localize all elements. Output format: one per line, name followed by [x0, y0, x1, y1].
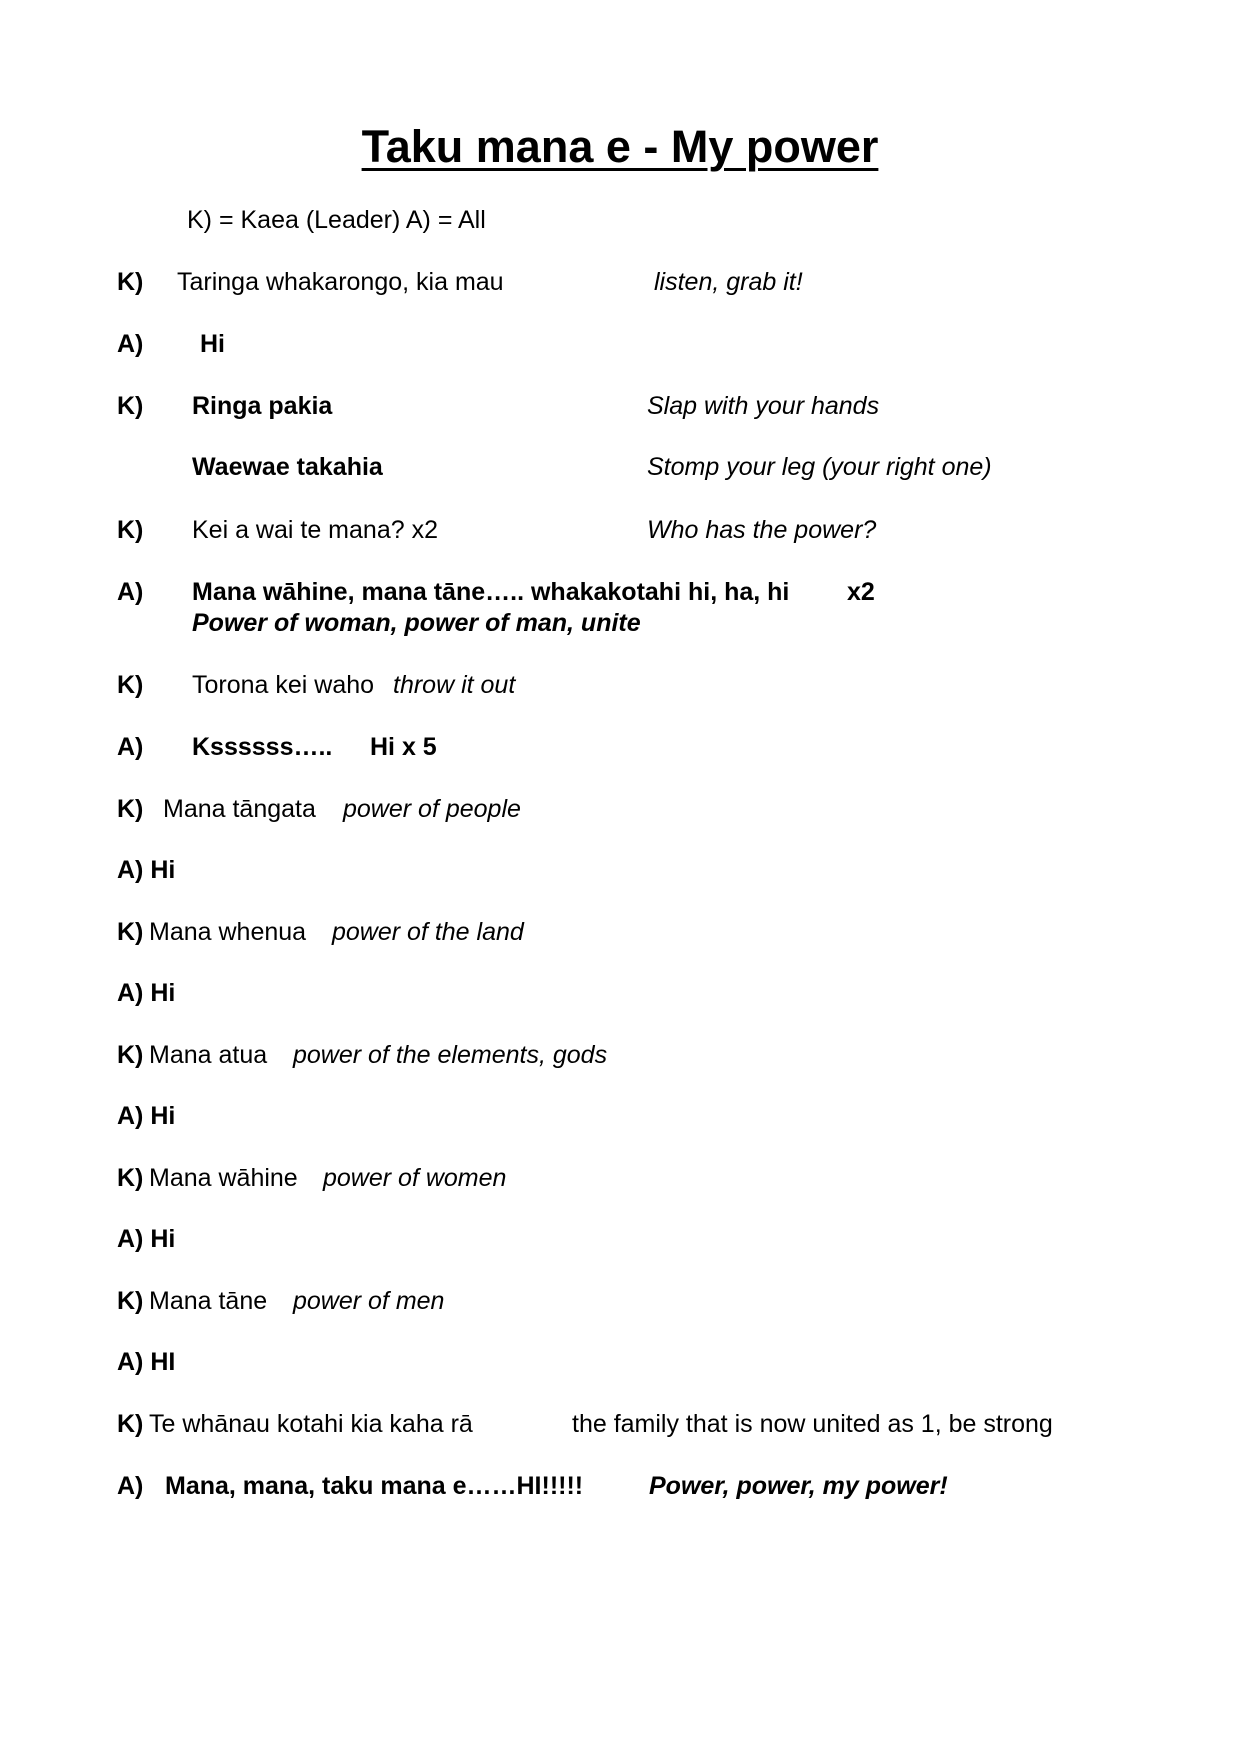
- lyric-text: Mana wāhine: [149, 1164, 298, 1192]
- speaker-label: K): [117, 795, 144, 823]
- lyric-text: Mana tāngata: [163, 795, 316, 823]
- lyric-text: Mana atua: [149, 1041, 268, 1069]
- lyric-translation: throw it out: [393, 671, 516, 699]
- lyric-text: Mana, mana, taku mana e……HI!!!!!: [165, 1472, 584, 1500]
- response-line: A) HI: [117, 1348, 176, 1376]
- lyric-translation: the family that is now united as 1, be strong: [572, 1410, 1053, 1438]
- lyric-translation: Power, power, my power!: [649, 1472, 948, 1500]
- lyric-translation: Slap with your hands: [647, 392, 880, 420]
- lyric-text: Mana whenua: [149, 918, 307, 946]
- lyric-translation: Who has the power?: [647, 516, 877, 544]
- lyric-translation: Power of woman, power of man, unite: [192, 609, 641, 637]
- speaker-label: A): [117, 733, 144, 761]
- document-title: Taku mana e - My power: [361, 121, 879, 172]
- lyric-text: Ringa pakia: [192, 392, 333, 420]
- response-line: A) Hi: [117, 1102, 176, 1130]
- response-line: A) Hi: [117, 979, 176, 1007]
- speaker-label: K): [117, 918, 144, 946]
- lyric-text: Mana wāhine, mana tāne….. whakakotahi hi, ha, hi: [192, 578, 790, 606]
- lyric-text: Te whānau kotahi kia kaha rā: [149, 1410, 473, 1438]
- lyric-translation: power of men: [293, 1287, 445, 1315]
- speaker-label: K): [117, 1164, 144, 1192]
- response-line: A) Hi: [117, 1225, 176, 1253]
- speaker-label: K): [117, 392, 144, 420]
- speaker-label: A): [117, 578, 144, 606]
- lyric-text: Taringa whakarongo, kia mau: [177, 268, 504, 296]
- response-line: A) Hi: [117, 856, 176, 884]
- lyric-text: Hi: [200, 330, 225, 358]
- speaker-label: K): [117, 1287, 144, 1315]
- speaker-label: K): [117, 1410, 144, 1438]
- lyric-translation: power of the land: [332, 918, 524, 946]
- lyric-extra: Hi x 5: [370, 733, 437, 761]
- lyric-text: Mana tāne: [149, 1287, 268, 1315]
- lyric-text: Waewae takahia: [192, 453, 383, 481]
- lyric-translation: Stomp your leg (your right one): [647, 453, 992, 481]
- speaker-label: A): [117, 1472, 144, 1500]
- speaker-legend: K) = Kaea (Leader) A) = All: [187, 206, 486, 234]
- lyric-translation: power of women: [323, 1164, 507, 1192]
- speaker-label: A): [117, 330, 144, 358]
- speaker-label: K): [117, 671, 144, 699]
- repeat-marker: x2: [847, 578, 875, 606]
- lyric-translation: power of people: [343, 795, 521, 823]
- lyric-translation: power of the elements, gods: [293, 1041, 608, 1069]
- lyric-text: Torona kei waho: [192, 671, 375, 699]
- speaker-label: K): [117, 268, 144, 296]
- lyric-translation: listen, grab it!: [654, 268, 803, 296]
- speaker-label: K): [117, 516, 144, 544]
- speaker-label: K): [117, 1041, 144, 1069]
- lyric-text: Kei a wai te mana? x2: [192, 516, 438, 544]
- lyric-text: Kssssss…..: [192, 733, 333, 761]
